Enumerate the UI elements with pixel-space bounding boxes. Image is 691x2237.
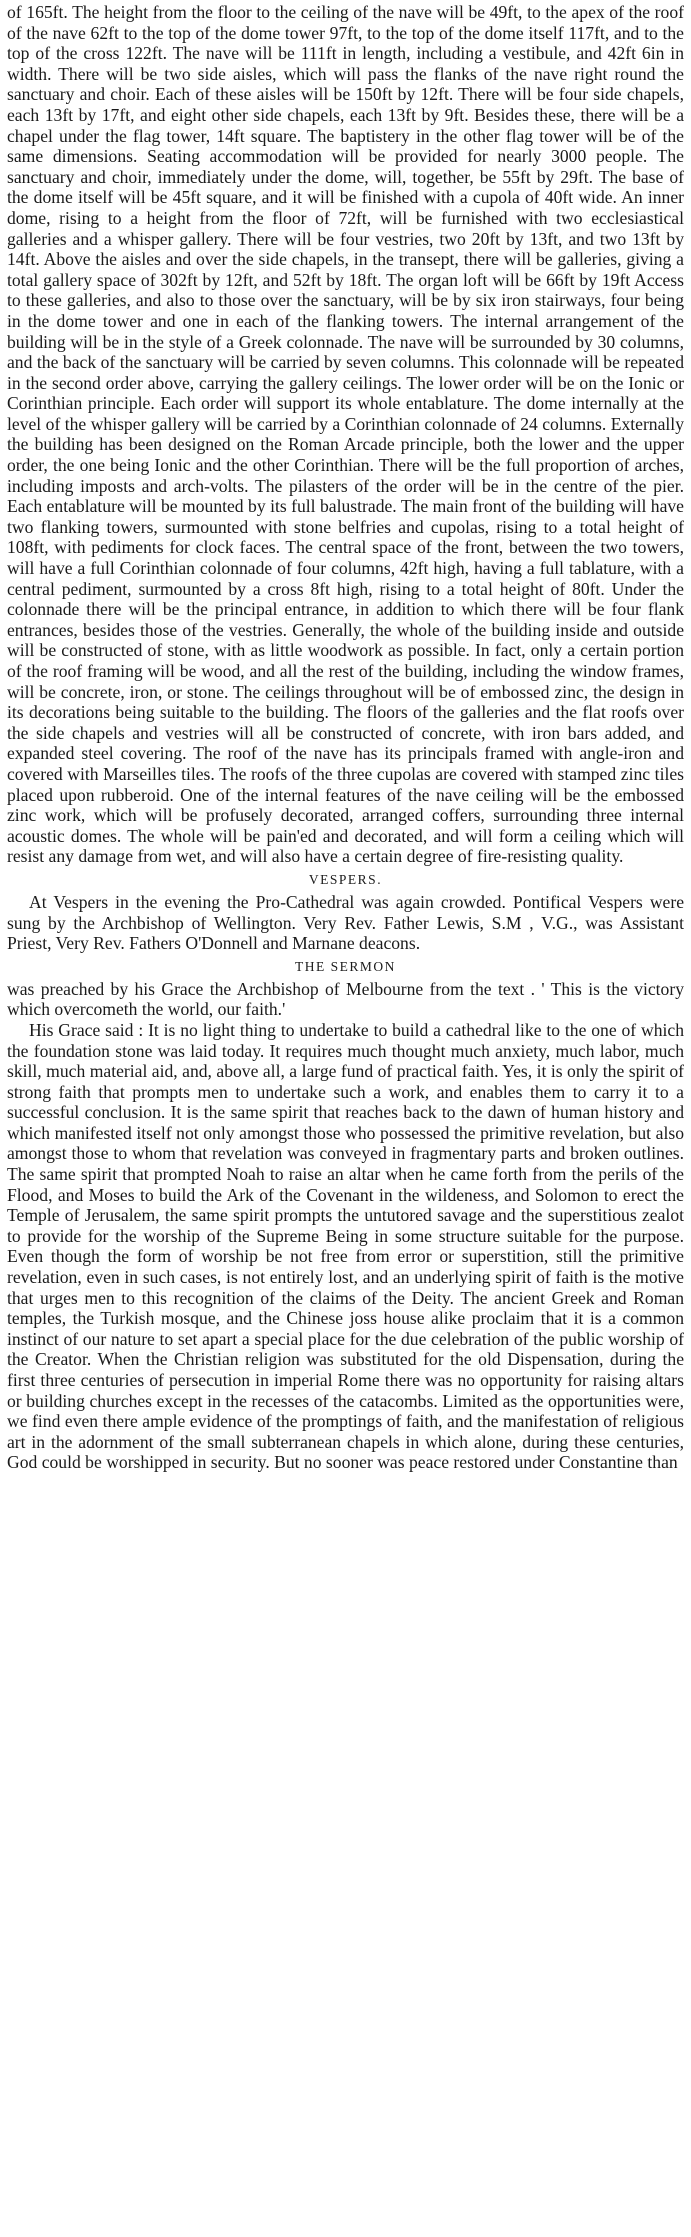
sermon-heading: THE SERMON — [295, 958, 396, 974]
building-description-paragraph: of 165ft. The height from the floor to the ceiling of the nave will be 49ft, to the apex of the roof of the nave 62ft to the top of the dome tower 97ft, to the top of the dome itself 117ft, and to the top of the cross 122ft. The nave will be 111ft in length, including a vestibule, and 42ft 6in in width. There will be two side aisles, which will pass the flanks of the nave right round the sanctuary and choir. Each of these aisles will be 150ft by 12ft. There will be four side chapels, each 13ft by 17ft, and eight other side chapels, each 13ft by 9ft. Besides these, there will be a chapel under the flag tower, 14ft square. The baptistery in the other flag tower will be of the same dimensions. Seating accommodation will be provided for nearly 3000 people. The sanctuary and choir, immediately under the dome, will, together, be 55ft by 29ft. The base of the dome itself will be 45ft square, and it will be finished with a cupola of 40ft wide. An inner dome, rising to a height from the floor of 72ft, will be furnished with two ecclesiastical galleries and a whisper gallery. There will be four vestries, two 20ft by 13ft, and two 13ft by 14ft. Above the aisles and over the side chapels, in the transept, there will be galleries, giving a total gallery space of 302ft by 12ft, and 52ft by 18ft. The organ loft will be 66ft by 19ft Access to these galleries, and also to those over the sanctuary, will be by six iron stairways, four being in the dome tower and one in each of the flanking towers. The internal arrangement of the building will be in the style of a Greek colonnade. The nave will be surrounded by 30 columns, and the back of the sanctuary will be carried by seven columns. This colonnade will be repeated in the second order above, carrying the gallery ceilings. The lower order will be on the Ionic or Corinthian principle. Each order will support its whole entablature. The dome internally at the level of the whisper gallery will be carried by a Corinthian colonnade of 24 columns. Externally the building has been designed on the Roman Arcade principle, both the lower and the upper order, the one being Ionic and the other Corinthian. There will be the full proportion of arches, including imposts and arch-volts. The pilasters of the order will be in the centre of the pier. Each entablature will be mounted by its full balustrade. The main front of the building will have two flanking towers, surmounted with stone belfries and cupolas, rising to a total height of 108ft, with pediments for clock faces. The central space of the front, between the two towers, will have a full Corinthian colonnade of four columns, 42ft high, having a full tablature, with a central pediment, surmounted by a cross 8ft high, rising to a total height of 80ft. Under the colonnade there will be the principal entrance, in addition to which there will be four flank entrances, besides those of the vestries. Generally, the whole of the building inside and outside will be constructed of stone, with as little woodwork as possible. In fact, only a certain portion of the roof framing will be wood, and all the rest of the building, including the window frames, will be concrete, iron, or stone. The ceilings throughout will be of embossed zinc, the design in its decorations being suitable to the building. The floors of the galleries and the flat roofs over the side chapels and vestries will all be constructed of concrete, with iron bars added, and expanded steel covering. The roof of the nave has its principals framed with angle-iron and covered with Marseilles tiles. The roofs of the three cupolas are covered with stamped zinc tiles placed upon rubberoid. One of the internal features of the nave ceiling will be the embossed zinc work, which will be profusely decorated, arranged coffers, surrounding three internal acoustic domes. The whole will be pain'ed and decorated, and will form a ceiling which will resist any damage from wet, and will also have a certain degree of fire-resisting quality. — [7, 2, 684, 867]
vespers-heading: VESPERS. — [308, 871, 383, 887]
vespers-paragraph: At Vespers in the evening the Pro-Cathedral was again crowded. Pontifical Vespers were sung by the Archbishop of Wellington. Very Rev. Father Lewis, S.M , V.G., was Assistant Priest, Very Rev. Fathers O'Donnell and Marnane deacons. — [7, 891, 684, 954]
sermon-intro-paragraph: was preached by his Grace the Archbishop of Melbourne from the text . ' This is the victory which overcometh the world, our faith.' — [7, 978, 684, 1020]
sermon-body-paragraph: His Grace said : It is no light thing to undertake to build a cathedral like to the one of which the foundation stone was laid today. It requires much thought much anxiety, much labor, much skill, much material aid, and, above all, a large fund of practical faith. Yes, it is only the spirit of strong faith that prompts men to undertake such a work, and enables them to carry it to a successful conclusion. It is the same spirit that reaches back to the dawn of human history and which manifested itself not only amongst those who possessed the primitive revelation, but also amongst those to whom that revelation was conveyed in fragmentary parts and broken outlines. The same spirit that prompted Noah to raise an altar when he came forth from the perils of the Flood, and Moses to build the Ark of the Covenant in the wildeness, and Solomon to erect the Temple of Jerusalem, the same spirit prompts the untutored savage and the superstitious zealot to provide for the worship of the Supreme Being in some structure suitable for the purpose. Even though the form of worship be not free from error or superstition, still the primitive revelation, even in such cases, is not entirely lost, and an underlying spirit of faith is the motive that urges men to this recognition of the claims of the Deity. The ancient Greek and Roman temples, the Turkish mosque, and the Chinese joss house alike proclaim that it is a common instinct of our nature to set apart a special place for the due celebration of the public worship of the Creator. When the Christian religion was substituted for the old Dispensation, during the first three centuries of persecution in imperial Rome there was no opportunity for raising altars or building churches except in the recesses of the catacombs. Limited as the opportunities were, we find even there ample evidence of the promptings of faith, and the manifestation of religious art in the adornment of the small subterranean chapels in which alone, during these centuries, God could be worshipped in security. But no sooner was peace restored under Constantine than — [7, 1019, 684, 1473]
